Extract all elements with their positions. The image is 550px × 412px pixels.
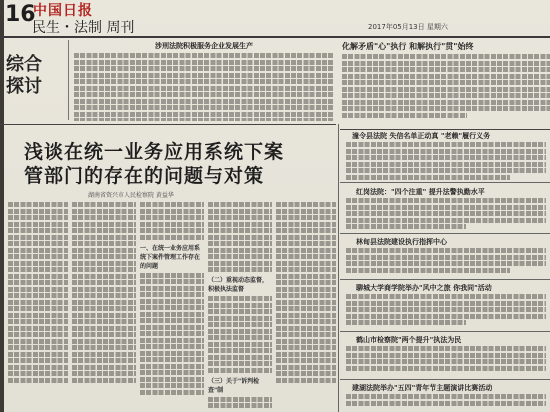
- top-story-title: 涉刑法院积极服务企业发展生产: [155, 42, 253, 50]
- right-story-title-5: 鹤山市检察院"两个提升"执法为民: [356, 336, 462, 344]
- section-divider: [0, 124, 336, 125]
- right-story-divider-5: [340, 379, 550, 380]
- section-title: 民生・法制 周刊: [32, 20, 135, 36]
- article-subhead-3: （三）关于"诉判检查"制: [208, 377, 260, 394]
- page-number: 16: [5, 2, 36, 27]
- article-subhead-1: 一、在统一业务应用系统下案件管理工作存在的问题: [140, 244, 201, 270]
- article-column-1: [8, 202, 68, 412]
- top-story: [74, 41, 334, 121]
- article-column-4: [208, 202, 272, 412]
- article-column-5: [276, 202, 336, 412]
- right-story-body-6: [346, 394, 546, 412]
- article-headline-line1: 浅谈在统一业务应用系统下案: [24, 141, 285, 163]
- section-divider-right: [340, 129, 550, 130]
- right-story-divider-3: [340, 279, 550, 280]
- right-story-title-2: 红岗法院："四个注重" 提升法警执勤水平: [356, 188, 485, 196]
- right-story-body-1: [346, 142, 546, 182]
- right-top-story-title: 化解矛盾"心"执行 和解执行"贯"始终: [342, 42, 474, 51]
- issue-date: 2017年05月13日 星期六: [368, 23, 448, 31]
- right-top-story: [342, 41, 550, 122]
- article-column-2: [72, 202, 136, 412]
- article-column-3: [140, 202, 204, 412]
- right-story-body-2: [346, 198, 546, 232]
- column-label-line2: 探讨: [6, 76, 42, 97]
- column-label: [6, 54, 66, 98]
- page-fold-shadow: [0, 0, 4, 412]
- right-story-body-4: [346, 294, 546, 330]
- right-story-title-4: 聊城大学商学院举办"风中之旅 你我同"活动: [356, 284, 492, 292]
- right-story-title-1: 潼令县法院 失信名单正动真 "老赖"履行义务: [352, 132, 491, 140]
- right-story-title-6: 建湖法院举办"五四"青年节主题演讲比赛活动: [352, 384, 493, 392]
- right-story-body-3: [346, 248, 546, 278]
- right-story-divider-1: [340, 182, 550, 183]
- column-label-line1: 综合: [6, 54, 42, 75]
- newspaper-masthead: 中国日报: [33, 3, 93, 19]
- vertical-column-rule: [338, 124, 339, 412]
- article-byline: 湖南省资兴市人民检察院 黄益华: [88, 192, 174, 199]
- article-headline-line2: 管部门的存在的问题与对策: [24, 165, 265, 187]
- article-headline: [24, 140, 336, 188]
- header-rule: [0, 36, 550, 38]
- right-story-divider-4: [340, 331, 550, 332]
- right-story-body-5: [346, 346, 546, 378]
- right-story-title-3: 林甸县法院建设执行指挥中心: [356, 238, 447, 246]
- article-subhead-2: （二）重视动态监督，积极执法监督: [208, 277, 269, 293]
- right-story-divider-2: [340, 233, 550, 234]
- column-rule: [68, 40, 69, 120]
